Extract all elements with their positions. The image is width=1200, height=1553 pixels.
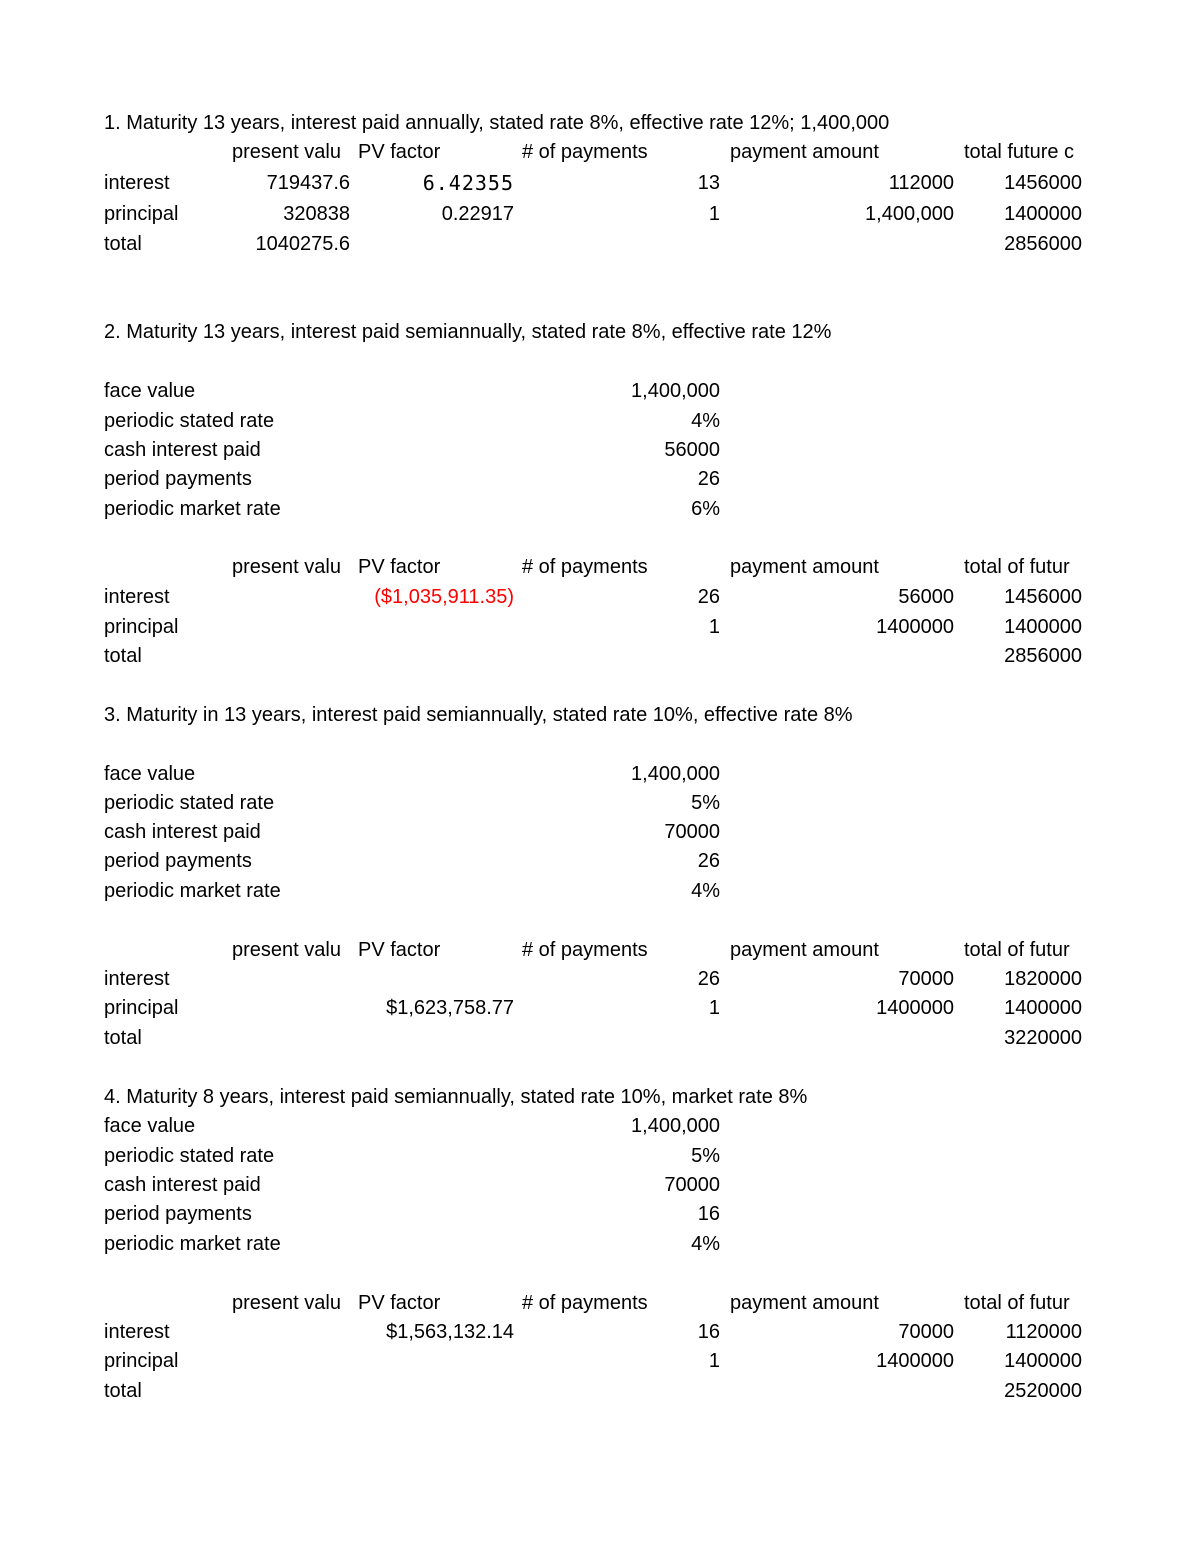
param-label: cash interest paid: [104, 821, 261, 843]
param-row: [0, 1199, 1200, 1229]
param-label: period payments: [104, 1203, 252, 1225]
pv-factor-cell: $1,563,132.14: [386, 1321, 514, 1343]
payments-cell: 1: [708, 616, 720, 638]
param-value: 26: [697, 468, 720, 490]
param-label: periodic stated rate: [104, 792, 275, 814]
param-label: cash interest paid: [104, 439, 261, 461]
section-heading: 3. Maturity in 13 years, interest paid semiannually, stated rate 10%, effective rate 8%: [104, 704, 853, 726]
total-cell: 1400000: [1004, 997, 1082, 1019]
param-value: 1,400,000: [631, 380, 720, 402]
param-value: 1,400,000: [631, 763, 720, 785]
payments-cell: 26: [697, 968, 720, 990]
header-number-of-payments: # of payments: [522, 556, 648, 578]
payment-amount-cell: 1,400,000: [865, 203, 954, 225]
payments-cell: 26: [697, 586, 720, 608]
header-total-future: total of futur: [964, 556, 1070, 578]
total-cell: 2856000: [1004, 233, 1082, 255]
param-row: [0, 846, 1200, 876]
param-value: 26: [697, 850, 720, 872]
header-total-future: total of futur: [964, 939, 1070, 961]
payments-cell: 1: [708, 1350, 720, 1372]
present-value-cell: 320838: [283, 203, 350, 225]
row-label: principal: [104, 1350, 179, 1372]
param-label: cash interest paid: [104, 1174, 261, 1196]
header-present-value: present valu: [232, 939, 341, 961]
table-row: [0, 229, 1200, 259]
total-cell: 2856000: [1004, 645, 1082, 667]
param-row: [0, 1170, 1200, 1200]
header-pv-factor: PV factor: [358, 939, 441, 961]
total-cell: 1820000: [1004, 968, 1082, 990]
section-3-heading-row: [0, 700, 1200, 730]
header-total-future: total of futur: [964, 1292, 1070, 1314]
table-row: [0, 993, 1200, 1023]
row-label: total: [104, 1380, 142, 1402]
param-label: periodic market rate: [104, 880, 281, 902]
param-row: [0, 406, 1200, 436]
param-label: face value: [104, 763, 196, 785]
param-row: [0, 788, 1200, 818]
header-pv-factor: PV factor: [358, 556, 441, 578]
table-row: [0, 199, 1200, 229]
param-row: [0, 435, 1200, 465]
table-row: [0, 964, 1200, 994]
param-row: [0, 1111, 1200, 1141]
param-value: 6%: [691, 498, 720, 520]
param-label: period payments: [104, 850, 252, 872]
row-label: principal: [104, 203, 179, 225]
table-row: [0, 1023, 1200, 1053]
section-heading: 4. Maturity 8 years, interest paid semiannually, stated rate 10%, market rate 8%: [104, 1086, 808, 1108]
param-value: 56000: [664, 439, 720, 461]
param-row: [0, 876, 1200, 906]
param-value: 16: [697, 1203, 720, 1225]
row-label: interest: [104, 172, 170, 194]
section-heading: 1. Maturity 13 years, interest paid annually, stated rate 8%, effective rate 12%; 1,400,000: [104, 112, 890, 134]
param-label: periodic stated rate: [104, 1145, 275, 1167]
header-number-of-payments: # of payments: [522, 1292, 648, 1314]
total-cell: 1120000: [1005, 1321, 1082, 1343]
param-row: [0, 817, 1200, 847]
param-label: period payments: [104, 468, 252, 490]
pv-factor-cell: 0.22917: [441, 203, 514, 225]
table-row: [0, 582, 1200, 612]
payment-amount-cell: 70000: [898, 1321, 954, 1343]
total-cell: 2520000: [1004, 1380, 1082, 1402]
table-row: [0, 1346, 1200, 1376]
pv-factor-cell: $1,623,758.77: [386, 997, 514, 1019]
table-row: [0, 168, 1200, 198]
param-value: 4%: [691, 410, 720, 432]
total-cell: 1400000: [1004, 616, 1082, 638]
param-label: face value: [104, 380, 196, 402]
header-number-of-payments: # of payments: [522, 939, 648, 961]
row-label: interest: [104, 1321, 170, 1343]
param-row: [0, 759, 1200, 789]
row-label: principal: [104, 616, 179, 638]
total-cell: 3220000: [1004, 1027, 1082, 1049]
table-row: [0, 641, 1200, 671]
payment-amount-cell: 1400000: [876, 616, 954, 638]
header-pv-factor: PV factor: [358, 1292, 441, 1314]
section-2-heading-row: [0, 317, 1200, 347]
total-cell: 1456000: [1004, 172, 1082, 194]
pv-factor-cell: 6.42355: [422, 171, 514, 195]
param-row: [0, 494, 1200, 524]
table-row: [0, 1317, 1200, 1347]
row-label: interest: [104, 586, 170, 608]
row-label: interest: [104, 968, 170, 990]
section-2-header-row: [0, 552, 1200, 582]
param-value: 5%: [691, 1145, 720, 1167]
param-label: periodic stated rate: [104, 410, 275, 432]
param-label: periodic market rate: [104, 498, 281, 520]
header-present-value: present valu: [232, 1292, 341, 1314]
total-cell: 1456000: [1004, 586, 1082, 608]
header-present-value: present valu: [232, 556, 341, 578]
param-value: 4%: [691, 1233, 720, 1255]
param-value: 70000: [664, 1174, 720, 1196]
payment-amount-cell: 1400000: [876, 997, 954, 1019]
param-value: 5%: [691, 792, 720, 814]
row-label: total: [104, 233, 142, 255]
payments-cell: 1: [708, 997, 720, 1019]
row-label: total: [104, 1027, 142, 1049]
param-value: 4%: [691, 880, 720, 902]
param-row: [0, 376, 1200, 406]
header-payment-amount: payment amount: [730, 556, 879, 578]
header-payment-amount: payment amount: [730, 141, 879, 163]
section-4-heading-row: [0, 1082, 1200, 1112]
section-1-header-row: [0, 137, 1200, 167]
total-cell: 1400000: [1004, 203, 1082, 225]
payment-amount-cell: 70000: [898, 968, 954, 990]
payment-amount-cell: 112000: [888, 172, 954, 194]
param-label: periodic market rate: [104, 1233, 281, 1255]
header-present-value: present valu: [232, 141, 341, 163]
header-payment-amount: payment amount: [730, 939, 879, 961]
payment-amount-cell: 1400000: [876, 1350, 954, 1372]
row-label: principal: [104, 997, 179, 1019]
table-row: [0, 612, 1200, 642]
param-value: 70000: [664, 821, 720, 843]
header-number-of-payments: # of payments: [522, 141, 648, 163]
table-row: [0, 1376, 1200, 1406]
total-cell: 1400000: [1004, 1350, 1082, 1372]
payment-amount-cell: 56000: [898, 586, 954, 608]
present-value-cell: 719437.6: [266, 172, 350, 194]
param-value: 1,400,000: [631, 1115, 720, 1137]
row-label: total: [104, 645, 142, 667]
header-pv-factor: PV factor: [358, 141, 441, 163]
section-4-header-row: [0, 1288, 1200, 1318]
param-row: [0, 464, 1200, 494]
param-label: face value: [104, 1115, 196, 1137]
section-1-heading-row: [0, 108, 1200, 138]
section-heading: 2. Maturity 13 years, interest paid semiannually, stated rate 8%, effective rate 12%: [104, 321, 832, 343]
param-row: [0, 1229, 1200, 1259]
payments-cell: 16: [697, 1321, 720, 1343]
pv-factor-cell-negative: ($1,035,911.35): [374, 586, 514, 608]
header-payment-amount: payment amount: [730, 1292, 879, 1314]
header-total-future: total future c: [964, 141, 1075, 163]
payments-cell: 1: [708, 203, 720, 225]
section-3-header-row: [0, 935, 1200, 965]
payments-cell: 13: [697, 172, 720, 194]
present-value-cell: 1040275.6: [255, 233, 350, 255]
param-row: [0, 1141, 1200, 1171]
